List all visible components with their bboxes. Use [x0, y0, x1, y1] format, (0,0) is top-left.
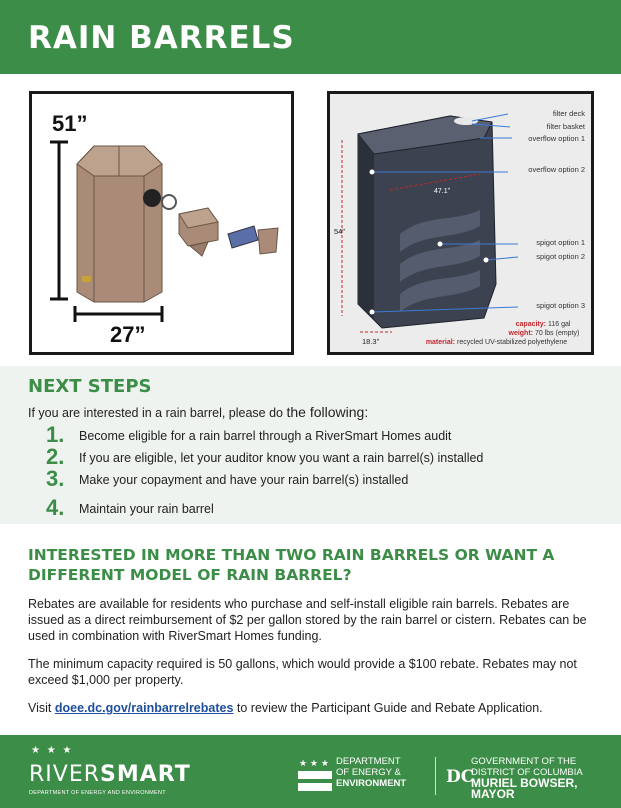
doee-line-2: OF ENERGY & — [336, 767, 401, 778]
step-text: Maintain your rain barrel — [79, 502, 214, 516]
callout-spigot-option-1: spigot option 1 — [536, 238, 585, 247]
riversmart-subtitle: DEPARTMENT OF ENERGY AND ENVIRONMENT — [29, 790, 166, 796]
callout-spigot-option-2: spigot option 2 — [536, 252, 585, 261]
callout-spigot-option-3: spigot option 3 — [536, 301, 585, 310]
svg-text:★ ★ ★: ★ ★ ★ — [299, 759, 329, 769]
visit-suffix: to review the Participant Guide and Rebate Application. — [233, 701, 543, 715]
spec-material-label: material: — [425, 339, 455, 346]
rain-barrel-spec-diagram — [327, 91, 594, 355]
intro-text: If you are interested in a rain barrel, please do — [28, 406, 284, 420]
height-dimension-label: 51” — [52, 111, 88, 136]
callout-overflow-option-1: overflow option 1 — [528, 134, 585, 143]
next-steps-title: NEXT STEPS — [28, 376, 152, 397]
next-steps-intro — [28, 404, 368, 420]
dim-width: 18.3ʺ — [362, 337, 380, 346]
diverter-kit — [179, 208, 278, 256]
visit-prefix: Visit — [28, 701, 55, 715]
spec-capacity-value: 116 gal — [548, 321, 571, 328]
callout-overflow-option-2: overflow option 2 — [528, 165, 585, 174]
dc-flag-icon — [298, 757, 332, 793]
spec-material-value: recycled UV-stabilized polyethylene — [457, 339, 568, 346]
step-text: Make your copayment and have your rain barrel(s) installed — [79, 473, 409, 487]
callout-filter-deck: filter deck — [552, 109, 585, 118]
gov-line-1: GOVERNMENT OF THE — [471, 756, 577, 767]
spec-weight-label: weight: — [508, 330, 533, 337]
step-number: 2. — [46, 444, 65, 469]
logo-divider — [435, 757, 436, 795]
step-number: 4. — [46, 495, 65, 520]
page-title: RAIN BARRELS — [28, 20, 295, 56]
step-number: 3. — [46, 466, 65, 491]
gov-line-2: DISTRICT OF COLUMBIA — [471, 767, 583, 778]
rebate-visit-line — [28, 700, 594, 716]
riversmart-logo — [29, 762, 191, 787]
step-text: Become eligible for a rain barrel through a RiverSmart Homes audit — [79, 429, 452, 443]
stars-icon: ★ ★ ★ — [31, 745, 74, 756]
step-text: If you are eligible, let your auditor know you want a rain barrel(s) installed — [79, 451, 484, 465]
dc-government-text — [471, 756, 621, 800]
rebate-link[interactable]: doee.dc.gov/rainbarrelrebates — [54, 701, 234, 715]
spec-capacity-label: capacity: — [515, 321, 546, 328]
intro-text-tail: the following: — [286, 404, 369, 420]
barrel-drawing — [32, 94, 291, 352]
dim-height: 54ʺ — [334, 227, 346, 236]
doee-logo-text — [336, 756, 406, 789]
barrel-body — [77, 146, 176, 302]
spec-weight-value: 70 lbs (empty) — [535, 330, 580, 337]
logo-part-river: RIVER — [29, 762, 101, 787]
callout-filter-basket: filter basket — [546, 122, 585, 131]
gov-line-3: MURIEL BOWSER, MAYOR — [471, 776, 578, 801]
page-footer — [0, 735, 621, 808]
rebate-section-title: INTERESTED IN MORE THAN TWO RAIN BARRELS OR WANT A DIFFERENT MODEL OF RAIN BARREL? — [28, 546, 555, 584]
step-number: 1. — [46, 422, 65, 447]
page-header — [0, 0, 621, 74]
spec-drawing — [330, 94, 591, 352]
logo-part-smart: SMART — [100, 762, 191, 787]
rebate-paragraph-2: The minimum capacity required is 50 gallons, which would provide a $100 rebate. Rebates may not exceed $1,000 per property. — [28, 657, 577, 687]
dc-government-mark: DC — [446, 767, 475, 787]
rebate-paragraph-1: Rebates are available for residents who purchase and self-install eligible rain barrels. Rebates are issued as a direct reimbursement of $2 per gallon stored by the rain barrel or cistern. Rebates can be used in combination with RiverSmart Homes funding. — [28, 597, 587, 643]
width-dimension-label: 27” — [110, 322, 146, 347]
rain-barrel-illustration — [29, 91, 294, 355]
doee-line-1: DEPARTMENT — [336, 756, 401, 767]
dim-depth: 47.1ʺ — [434, 188, 451, 195]
doee-line-3: ENVIRONMENT — [336, 778, 407, 789]
